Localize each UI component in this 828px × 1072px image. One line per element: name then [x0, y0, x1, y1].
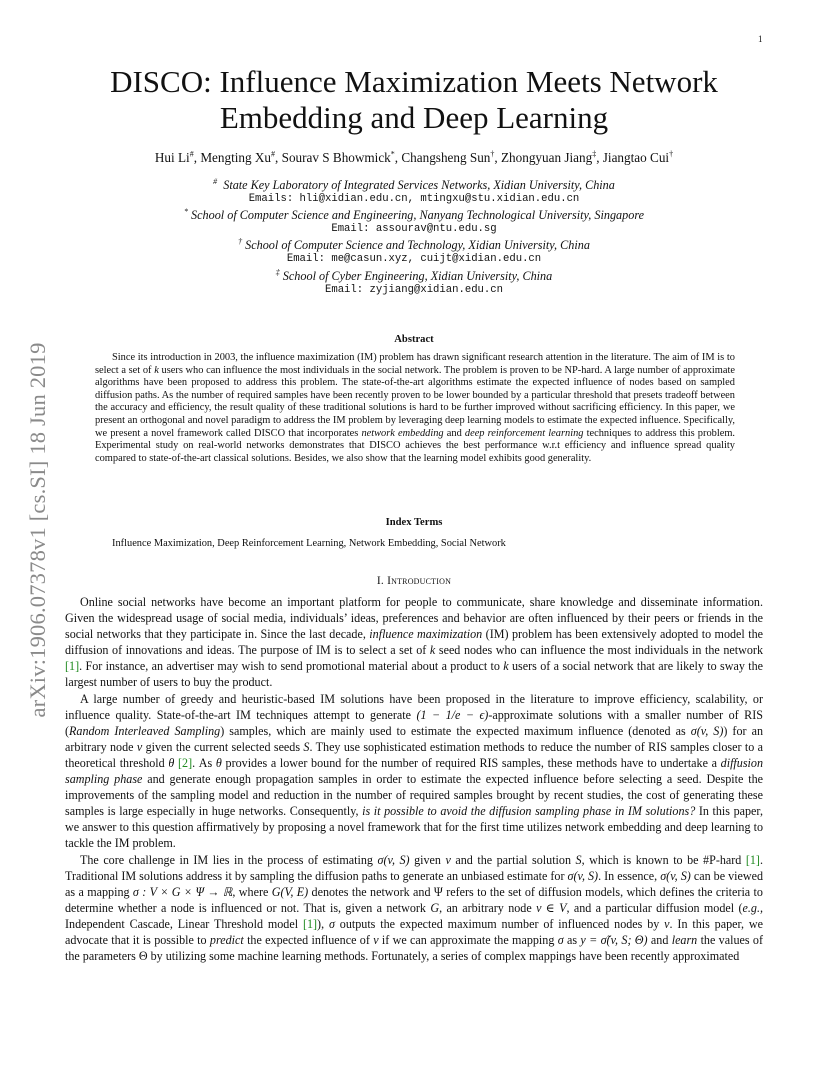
citation-link[interactable]: [1] [745, 852, 760, 867]
author: Zhongyuan Jiang‡ [500, 149, 597, 165]
affiliation-email: Emails: hli@xidian.edu.cn, mtingxu@stu.xidian.edu.cn [248, 193, 580, 205]
affiliation-mark: * [183, 206, 188, 216]
affiliation-email: Email: me@casun.xyz, cuijt@xidian.edu.cn [286, 253, 542, 265]
affiliation-email: Email: assourav@ntu.edu.sg [331, 223, 497, 235]
affiliation-name: School of Computer Science and Engineering, Nanyang Technological University, Singapore [191, 208, 645, 222]
citation-link[interactable]: [2] [178, 755, 193, 770]
affiliation [60, 208, 768, 236]
affiliation-mark: † [238, 236, 243, 246]
title-line-2: Embedding and Deep Learning [219, 100, 609, 135]
author: Sourav S Bhowmick* [281, 149, 395, 165]
affiliation-mark: # [213, 176, 218, 186]
paragraph: Online social networks have become an important platform for people to communicate, share knowledge and disseminate information. Given the widespread usage of social media, individuals’ ideas, preferences and behavior are often influenced by their peers or friends in the social networks that they participate in. Since the last decade, influence maximization (IM) problem has been extensively adopted to model the diffusion of innovations and ideas. The purpose of IM is to select a set of k seed nodes who can influence the most individuals in the network [1]. For instance, an advertiser may wish to send promotional material about a product to k users of a social network that are likely to sway the largest number of users to buy the product. [65, 595, 764, 690]
page-number: 1 [758, 34, 763, 44]
affiliation [60, 178, 768, 206]
affiliation-name: School of Computer Science and Technology, Xidian University, China [245, 238, 590, 252]
abstract-heading: Abstract [394, 334, 434, 345]
author: Changsheng Sun† [401, 149, 495, 165]
abstract-text: Since its introduction in 2003, the influence maximization (IM) problem has drawn significant research attention in the literature. The aim of IM is to select a set of k users who can influence the most individuals in the social network. The problem is proven to be NP-hard. A large number of approximate algorithms have been proposed to address this problem. The state-of-the-art algorithms estimate the expected influence of nodes based on sampled diffusion paths. As the number of required samples have been recently proven to be lower bounded by a particular threshold that presets tradeoff between the accuracy and efficiency, the result quality of these traditional solutions is hard to be further improved without sacrificing efficiency. In this paper, we present an orthogonal and novel paradigm to address the IM problem by leveraging deep learning models to estimate the expected influence. Specifically, we present a novel framework called DISCO that incorporates network embedding and deep reinforcement learning techniques to address this problem. Experimental study on real-world networks demonstrates that DISCO achieves the best performance w.r.t efficiency and influence spread quality compared to state-of-the-art classical solutions. Besides, we also show that the learning model exhibits good generality. [95, 352, 736, 464]
affiliation-name: State Key Laboratory of Integrated Services Networks, Xidian University, China [223, 178, 615, 192]
paragraph: The core challenge in IM lies in the process of estimating σ(v, S) given v and the partial solution S, which is known to be #P-hard [1]. Traditional IM solutions address it by sampling the diffusion paths to generate an unbiased estimate for σ(v, S). In essence, σ(v, S) can be viewed as a mapping σ : V × G × Ψ → ℝ, where G(V, E) denotes the network and Ψ refers to the set of diffusion models, which defines the criteria to determine whether a node is influenced or not. That is, given a network G, an arbitrary node v ∈ V, and a particular diffusion model (e.g., Independent Cascade, Linear Threshold model [1]), σ outputs the expected maximum number of influenced nodes by v. In this paper, we advocate that it is possible to predict the expected influence of v if we can approximate the mapping σ as y = σ̃(v, S; Θ) and learn the values of the parameters Θ by utilizing some machine learning methods. Fortunately, a series of complex mappings have been recently approximated [65, 852, 764, 964]
index-terms-heading: Index Terms [385, 517, 443, 528]
index-terms-text: Influence Maximization, Deep Reinforcement Learning, Network Embedding, Social Network [112, 538, 506, 549]
citation-link[interactable]: [1] [65, 659, 80, 674]
paper-title [60, 64, 768, 136]
title-line-1: DISCO: Influence Maximization Meets Network [110, 64, 718, 99]
affiliation-mark: ‡ [275, 267, 280, 277]
author: Jiangtao Cui† [602, 149, 674, 165]
affiliation [60, 269, 768, 297]
author: Hui Li# [154, 149, 194, 165]
paragraph: A large number of greedy and heuristic-based IM solutions have been proposed in the literature to improve efficiency, scalability, or influence quality. State-of-the-art IM techniques attempt to generate (1 − 1/e − ϵ)-approximate solutions with a smaller number of RIS (Random Interleaved Sampling) samples, which are mainly used to estimate the expected maximum influence (denoted as σ(v, S)) for an arbitrary node v given the current selected seeds S. They use sophisticated estimation methods to reduce the number of RIS samples closer to a theoretical threshold θ [2]. As θ provides a lower bound for the number of required RIS samples, these methods have to undertake a diffusion sampling phase and generate enough propagation samples in order to estimate the expected influence before selecting a seed. Despite the improvements of the sampling model and reduction in the number of required samples brought by recent studies, the cost of generating these samples is large especially in huge networks. Consequently, is it possible to avoid the diffusion sampling phase in IM solutions? In this paper, we answer to this question affirmatively by proposing a novel framework that for the first time utilizes network embedding and deep learning to tackle the IM problem. [65, 691, 763, 851]
affiliation [60, 238, 768, 266]
affiliation-email: Email: zyjiang@xidian.edu.cn [324, 284, 503, 296]
citation-link[interactable]: [1] [302, 916, 318, 931]
author-list: Hui Li#, Mengting Xu#, Sourav S Bhowmick*, Changsheng Sun†, Zhongyuan Jiang‡, Jiangtao Cui† [154, 149, 674, 165]
arxiv-stamp: arXiv:1906.07378v1 [cs.SI] 18 Jun 2019 [25, 342, 50, 718]
introduction-body [65, 594, 763, 964]
section-heading: I. Introduction [376, 575, 452, 587]
affiliation-name: School of Cyber Engineering, Xidian University, China [282, 269, 553, 283]
author: Mengting Xu# [200, 149, 276, 165]
